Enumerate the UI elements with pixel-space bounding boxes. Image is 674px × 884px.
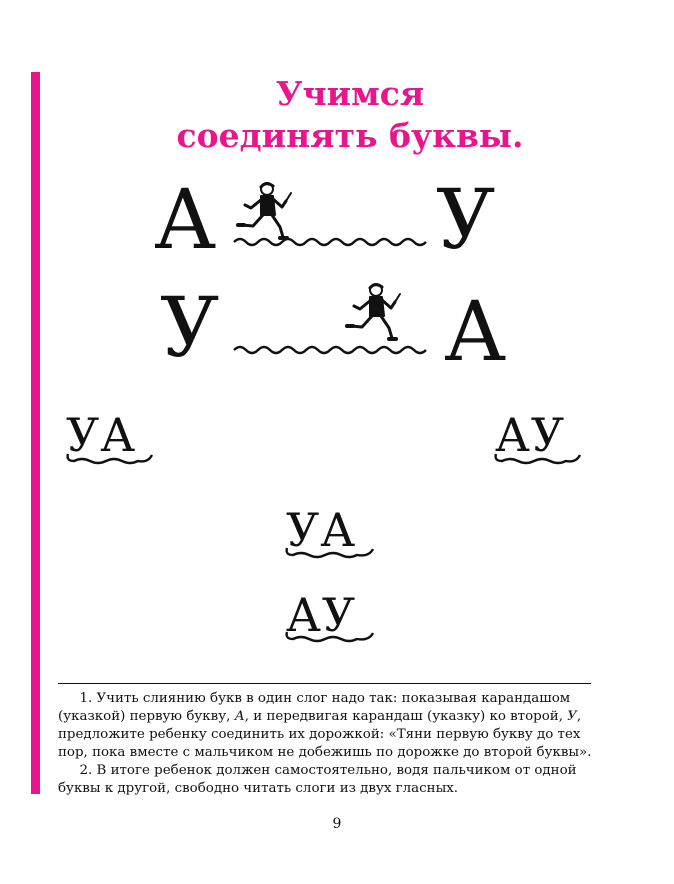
syllable-center-1-underline: [283, 545, 377, 561]
track1-end-letter: У: [436, 173, 496, 268]
running-boy-icon: [345, 282, 405, 344]
note-paragraph-2: 2. В итоге ребенок должен самостоятельно, водя пальчиком от одной буквы к другой, свободно читать слоги из двух гласных.: [58, 763, 577, 796]
page-title-line1: Учимся: [275, 74, 425, 113]
track2-end-letter: А: [444, 285, 507, 380]
syllable-right: АУ: [495, 408, 566, 462]
syllable-left: УА: [66, 408, 137, 462]
notes-divider: [58, 683, 591, 684]
track1-wavy-path: [232, 233, 428, 249]
note-paragraph-1: 1. Учить слиянию букв в один слог надо так: показывая карандашом (указкой) первую букву, А, и передвигая карандаш (указку) ко второй, У, предложите ребенку соединить их дорожкой: «Тяни первую букву до тех пор, пока вместе с мальчиком не добежишь по дорожке до второй буквы».: [58, 691, 592, 760]
page-title-line2: соединять буквы.: [176, 116, 524, 155]
note-letter-u: У: [567, 709, 577, 724]
page-number: 9: [332, 816, 342, 832]
syllable-center-1: УА: [286, 503, 357, 557]
syllable-center-2-underline: [283, 629, 377, 645]
track2-start-letter: У: [160, 281, 220, 376]
track1-start-letter: А: [154, 173, 217, 268]
syllable-center-2: АУ: [286, 588, 357, 642]
syllable-right-underline: [492, 451, 584, 467]
track2-wavy-path: [232, 341, 428, 357]
syllable-left-underline: [64, 451, 156, 467]
teacher-notes: [58, 690, 594, 798]
note-letter-a: А: [234, 709, 245, 724]
side-accent-bar: [31, 72, 40, 794]
